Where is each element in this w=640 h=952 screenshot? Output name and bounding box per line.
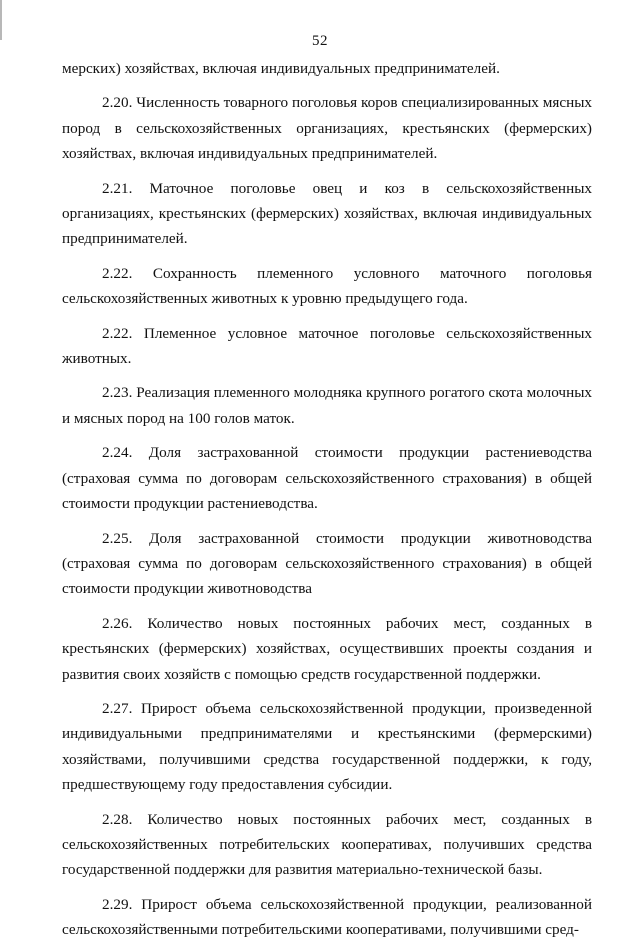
item-2-20: 2.20. Численность товарного поголовья коров специализированных мясных пород в сельскохозяйственных организациях, крестьянских (фермерских) хозяйствах, включая индивидуальных предпринимателей.	[62, 94, 592, 163]
item-2-27: 2.27. Прирост объема сельскохозяйственной продукции, произведенной индивидуальными предпринимателями и крестьянскими (фермерскими) хозяйствами, получившими средства государственной поддержки, к году, предшествующему году предоставления субсидии.	[62, 699, 592, 794]
item-2-21: 2.21. Маточное поголовье овец и коз в сельскохозяйственных организациях, крестьянских (фермерских) хозяйствах, включая индивидуальных предпринимателей.	[62, 179, 592, 248]
item-2-24: 2.24. Доля застрахованной стоимости продукции растениеводства (страховая сумма по договорам сельскохозяйственного страхования) в общей стоимости продукции растениеводства.	[62, 444, 592, 513]
item-2-22-breeding-stock: 2.22. Племенное условное маточное поголовье сельскохозяйственных животных.	[62, 324, 592, 368]
item-2-28: 2.28. Количество новых постоянных рабочих мест, созданных в сельскохозяйственных потребительских кооперативах, получивших средства государственной поддержки для развития материально-технической базы.	[62, 810, 592, 879]
continuation-paragraph: мерских) хозяйствах, включая индивидуальных предпринимателей.	[62, 60, 500, 77]
page-number: 52	[312, 33, 328, 49]
item-2-26: 2.26. Количество новых постоянных рабочих мест, созданных в крестьянских (фермерских) хозяйствах, осуществивших проекты создания и развития своих хозяйств с помощью средств государственной поддержки.	[62, 614, 592, 683]
item-2-22-preservation: 2.22. Сохранность племенного условного маточного поголовья сельскохозяйственных животных к уровню предыдущего года.	[62, 264, 592, 308]
item-2-25: 2.25. Доля застрахованной стоимости продукции животноводства (страховая сумма по договорам сельскохозяйственного страхования) в общей стоимости продукции животноводства	[62, 529, 592, 598]
item-2-23: 2.23. Реализация племенного молодняка крупного рогатого скота молочных и мясных пород на 100 голов маток.	[62, 384, 592, 427]
document-body	[62, 56, 592, 952]
item-2-29: 2.29. Прирост объема сельскохозяйственной продукции, реализованной сельскохозяйственными потребительскими кооперативами, получившими сред-	[62, 895, 592, 939]
